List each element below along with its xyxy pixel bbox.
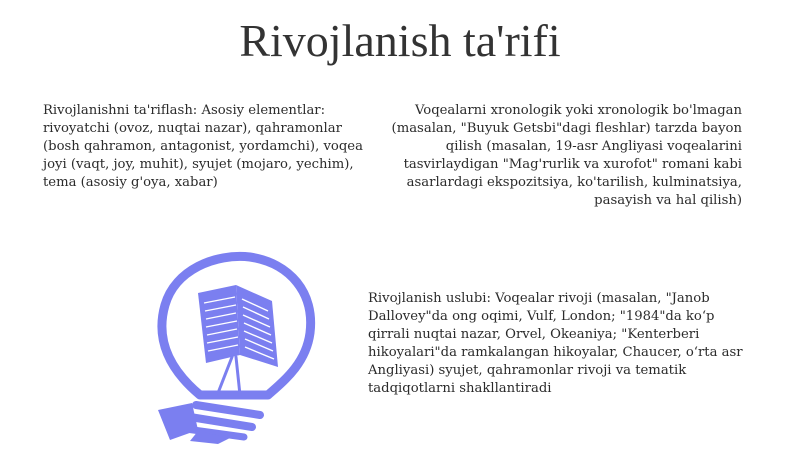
chronology-text: Voqealarni xronologik yoki xronologik bo'lmagan (masalan, "Buyuk Getsbi"dagi fleshlar) tarzda bayon qilish (masalan, 19-asr Angliyasi voqealarini tasvirlaydigan "Mag'rurlik va xurofot" romani kabi asarlardagi ekspozitsiya, ko'tarilish, kulminatsiya, pasayish va hal qilish) — [391, 103, 742, 208]
definition-text: Rivojlanishni ta'riflash: Asosiy elementlar: rivoyatchi (ovoz, nuqtai nazar), qahramonlar (bosh qahramon, antagonist, yordamchi), voqea joyi (vaqt, joy, muhit), syujet (mojaro, yechim), tema (asosiy g'oya, xabar) — [43, 103, 363, 190]
lightbulb-book-icon — [140, 245, 330, 445]
style-text: Rivojlanish uslubi: Voqealar rivoji (masalan, "Janob Dallovey"da ong oqimi, Vulf, London; "1984"da ko‘p qirrali nuqtai nazar, Orvel, Okeaniya; "Kenterberi hikoyalari"da ramkalangan hikoyalar, Chaucer, o‘rta asr Angliyasi) syujet, qahramonlar rivoji va tematik tadqiqotlarni shakllantiradi — [368, 291, 743, 396]
slide-title: Rivojlanish ta'rifi — [239, 15, 561, 66]
